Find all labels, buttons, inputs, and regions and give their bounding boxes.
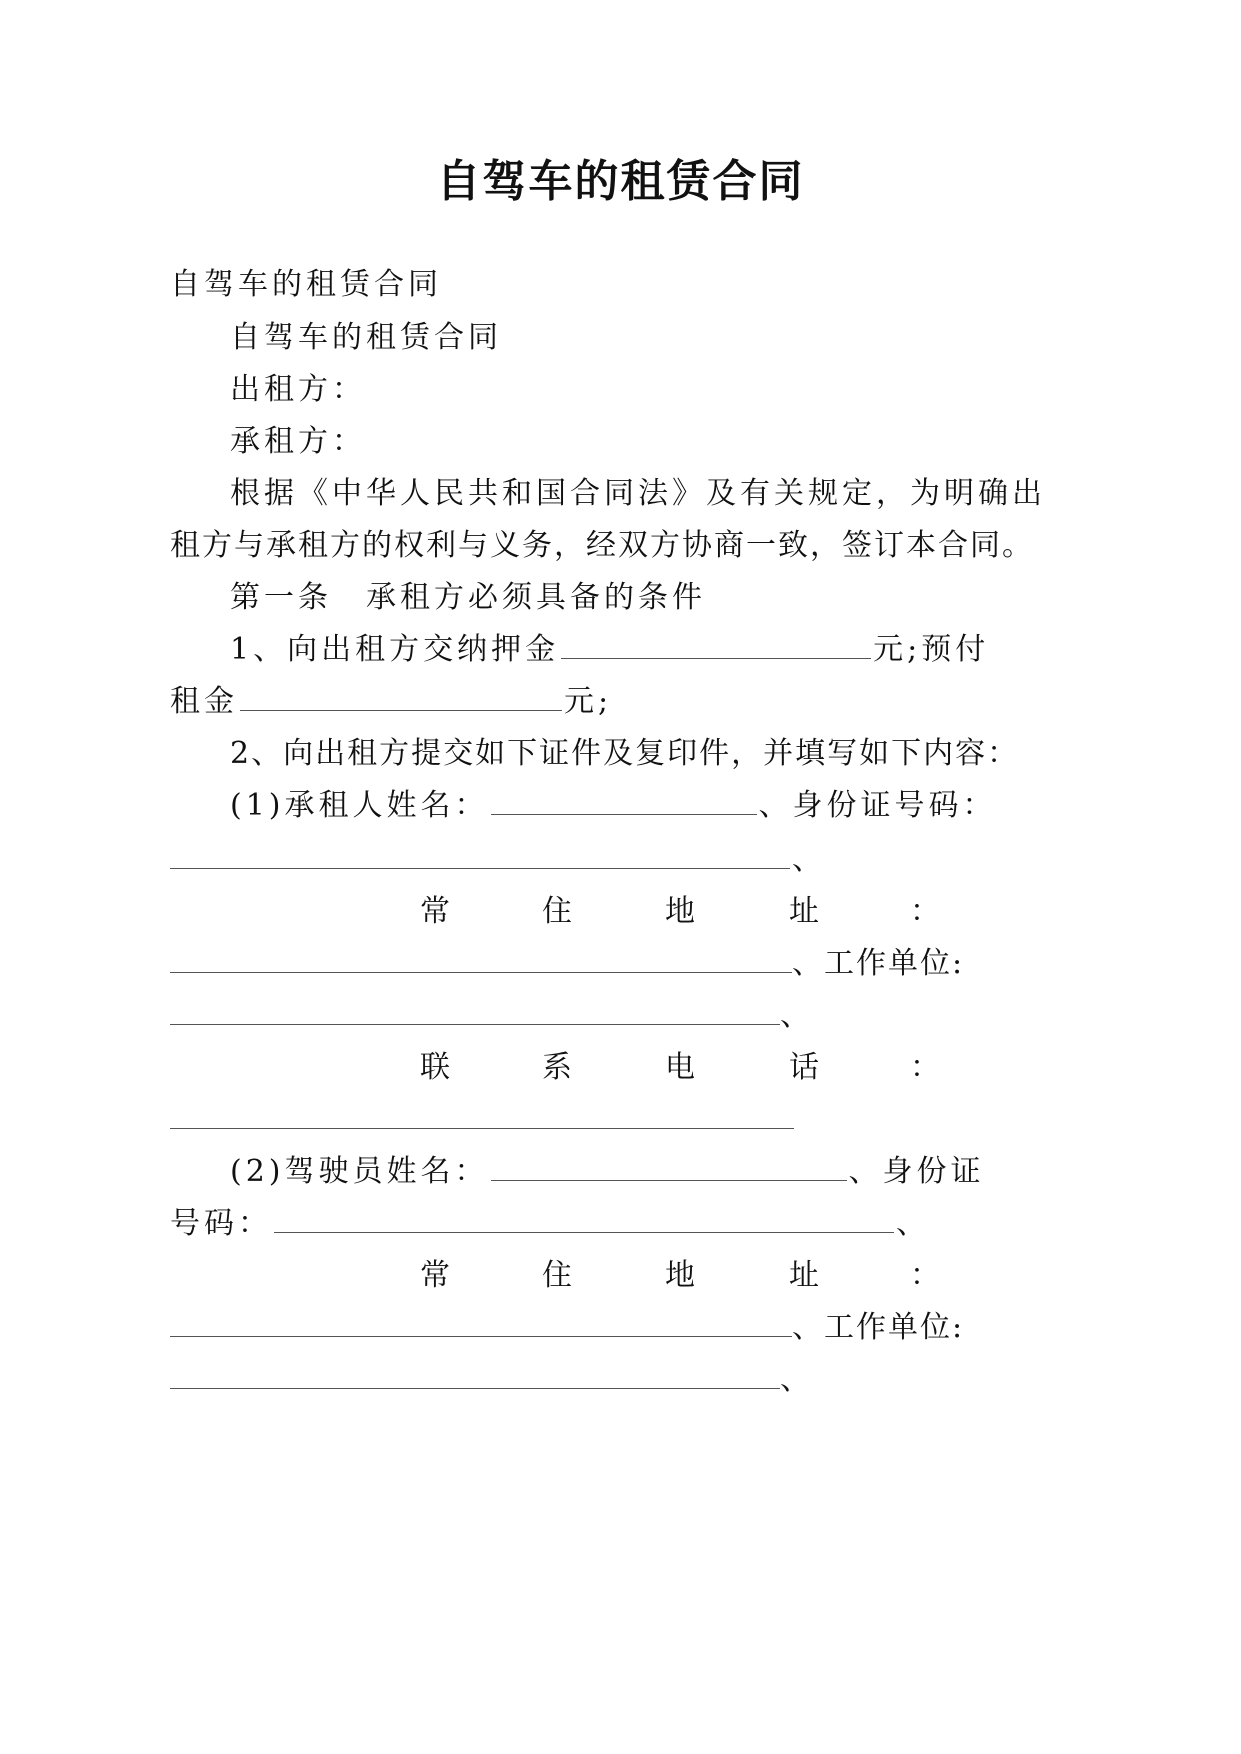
driver-address-colon: ： [910, 1258, 940, 1293]
renter-address-char-2: 住 [542, 894, 572, 929]
item-1-line-2 [170, 682, 612, 722]
driver-address-char-4: 址 [789, 1258, 819, 1293]
renter-name-line [230, 786, 997, 826]
renter-id-separator: 、 [792, 842, 826, 877]
renter-address-char-1: 常 [420, 894, 450, 929]
driver-id-line [170, 1204, 930, 1244]
item-2-text: 2、向出租方提交如下证件及复印件，并填写如下内容： [230, 736, 1020, 771]
heading-repeat-1: 自驾车的租赁合同 [170, 267, 442, 302]
prepaid-rent-label: 租金 [170, 684, 238, 719]
renter-address-blank[interactable] [170, 972, 792, 973]
renter-phone-blank[interactable] [170, 1128, 794, 1129]
renter-phone-char-2: 系 [542, 1050, 572, 1085]
driver-work-separator: 、 [780, 1362, 814, 1397]
driver-name-blank[interactable] [491, 1154, 847, 1181]
renter-phone-char-1: 联 [420, 1050, 450, 1085]
lessor-label: 出租方： [230, 372, 366, 407]
renter-phone-char-3: 电 [665, 1050, 695, 1085]
renter-work-label: 、工作单位: [792, 946, 965, 981]
driver-id-label: 、身份证 [848, 1154, 985, 1189]
renter-phone-char-4: 话 [789, 1050, 819, 1085]
article-1-title: 第一条 承租方必须具备的条件 [230, 580, 706, 615]
heading-repeat-2: 自驾车的租赁合同 [230, 320, 502, 355]
driver-name-line [230, 1152, 985, 1192]
prepaid-rent-blank[interactable] [240, 684, 562, 711]
renter-id-label: 、身份证号码： [758, 788, 997, 823]
renter-id-blank[interactable] [170, 868, 790, 869]
deposit-unit: 元;预付 [873, 632, 990, 667]
driver-id-blank[interactable] [274, 1206, 894, 1233]
deposit-blank[interactable] [561, 632, 871, 659]
preamble-line-2: 租方与承租方的权利与义务，经双方协商一致，签订本合同。 [170, 528, 1034, 563]
renter-work-separator: 、 [780, 998, 814, 1033]
renter-name-label: (1)承租人姓名： [230, 788, 489, 823]
driver-work-label: 、工作单位: [792, 1310, 965, 1345]
prepaid-rent-unit: 元; [564, 684, 613, 719]
renter-phone-colon: ： [910, 1050, 940, 1085]
driver-address-char-2: 住 [542, 1258, 572, 1293]
deposit-label: 1、向出租方交纳押金 [230, 632, 560, 667]
driver-address-blank[interactable] [170, 1336, 792, 1337]
renter-name-blank[interactable] [491, 788, 757, 815]
driver-name-label: (2)驾驶员姓名： [230, 1154, 489, 1189]
driver-address-char-1: 常 [420, 1258, 450, 1293]
driver-work-blank[interactable] [170, 1388, 780, 1389]
driver-address-char-3: 地 [665, 1258, 695, 1293]
document-title: 自驾车的租赁合同 [436, 156, 805, 207]
preamble-line-1: 根据《中华人民共和国合同法》及有关规定，为明确出 [230, 476, 1046, 511]
renter-address-char-3: 地 [665, 894, 695, 929]
lessee-label: 承租方： [230, 424, 366, 459]
renter-address-char-4: 址 [789, 894, 819, 929]
driver-id-separator: 、 [896, 1206, 930, 1241]
renter-address-colon: ： [910, 894, 940, 929]
item-1-line-1 [230, 630, 989, 670]
driver-id-label-continued: 号码： [170, 1206, 272, 1241]
renter-work-blank[interactable] [170, 1024, 780, 1025]
